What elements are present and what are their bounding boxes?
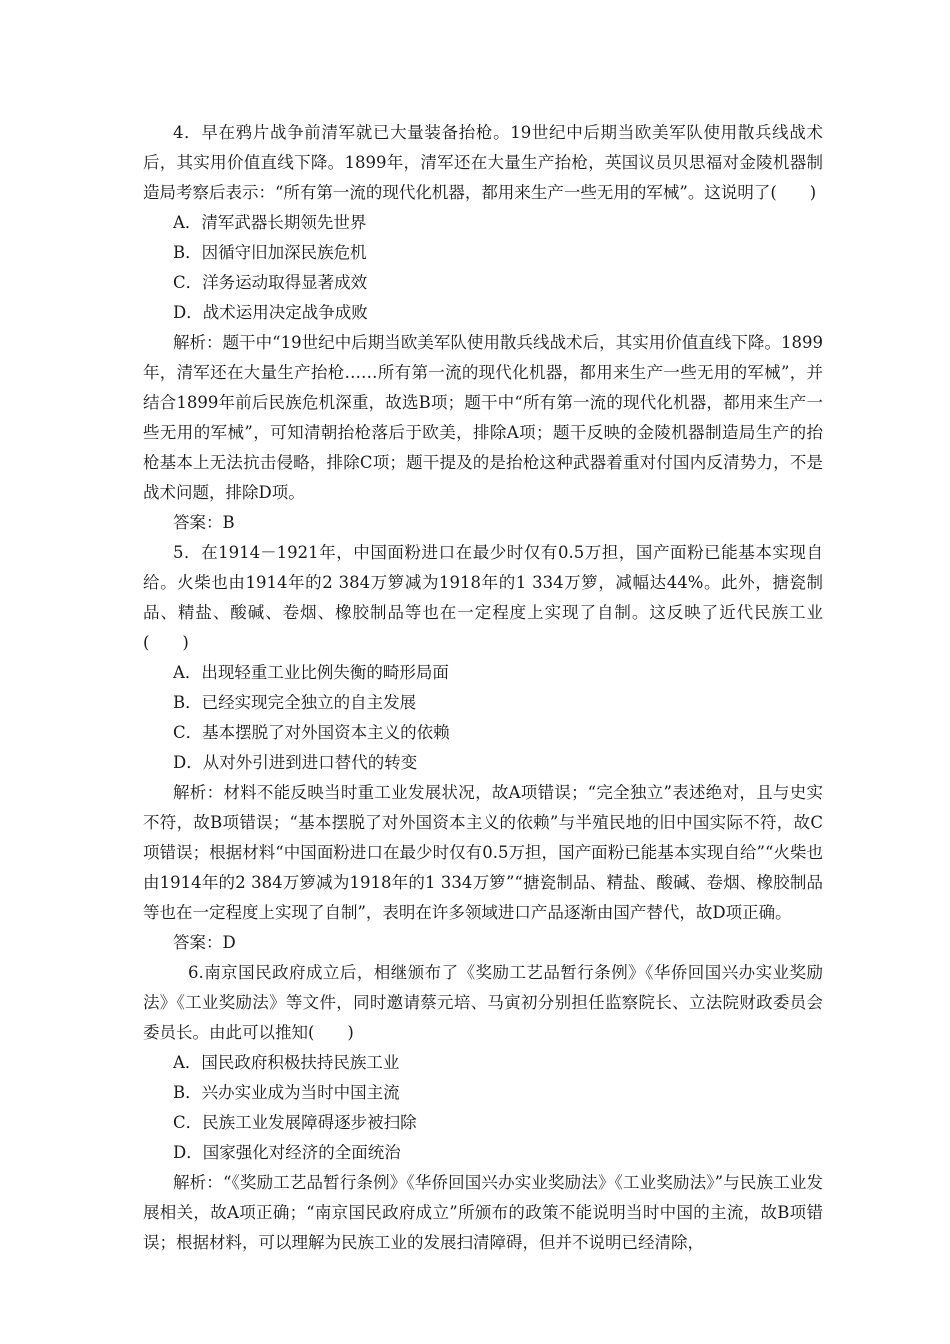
question-stem: 5．在1914－1921年，中国面粉进口在最少时仅有0.5万担，国产面粉已能基本实现自给。火柴也由1914年的2 384万箩减为1918年的1 334万箩，减幅达44%。此外，搪瓷制品、精盐、酸碱、卷烟、橡胶制品等也在一定程度上实现了自制。这反映了近代民族工业( ) xyxy=(143,543,823,652)
question-stem: 6.南京国民政府成立后，相继颁布了《奖励工艺品暂行条例》《华侨回国兴办实业奖励法》《工业奖励法》等文件，同时邀请蔡元培、马寅初分别担任监察院长、立法院财政委员会委员长。由此可以推知( ) xyxy=(143,963,823,1042)
analysis-text: 解析：“《奖励工艺品暂行条例》《华侨回国兴办实业奖励法》《工业奖励法》”与民族工业发展相关，故A项正确；“南京国民政府成立”所颁布的政策不能说明当时中国的主流，故B项错误；根据材料，可以理解为民族工业的发展扫清障碍，但并不说明已经清除， xyxy=(143,1173,823,1252)
option-a: A．出现轻重工业比例失衡的畸形局面 xyxy=(173,663,449,682)
option-d: D．国家强化对经济的全面统治 xyxy=(173,1143,401,1162)
question-4 xyxy=(143,118,823,538)
option-b: B．已经实现完全独立的自主发展 xyxy=(173,693,417,712)
analysis-text: 解析：题干中“19世纪中后期当欧美军队使用散兵线战术后，其实用价值直线下降。1899年，清军还在大量生产抬枪……所有第一流的现代化机器，都用来生产一些无用的军械”，并结合1899年前后民族危机深重，故选B项；题干中“所有第一流的现代化机器，都用来生产一些无用的军械”，可知清朝抬枪落后于欧美，排除A项；题干反映的金陵机器制造局生产的抬枪基本上无法抗击侵略，排除C项；题干提及的是抬枪这种武器着重对付国内反清势力，不是战术问题，排除D项。 xyxy=(143,333,823,502)
question-stem: 4．早在鸦片战争前清军就已大量装备抬枪。19世纪中后期当欧美军队使用散兵线战术后，其实用价值直线下降。1899年，清军还在大量生产抬枪，英国议员贝思福对金陵机器制造局考察后表示：“所有第一流的现代化机器，都用来生产一些无用的军械”。这说明了( ) xyxy=(143,123,823,202)
option-c: C．洋务运动取得显著成效 xyxy=(173,273,368,292)
option-d: D．战术运用决定战争成败 xyxy=(173,303,368,322)
question-6 xyxy=(143,958,823,1258)
answer-text: 答案：B xyxy=(173,513,235,532)
document-page xyxy=(143,118,823,1258)
option-c: C．民族工业发展障碍逐步被扫除 xyxy=(173,1113,417,1132)
option-d: D．从对外引进到进口替代的转变 xyxy=(173,753,418,772)
question-5 xyxy=(143,538,823,958)
analysis-text: 解析：材料不能反映当时重工业发展状况，故A项错误；“完全独立”表述绝对，且与史实不符，故B项错误；“基本摆脱了对外国资本主义的依赖”与半殖民地的旧中国实际不符，故C项错误；根据材料“中国面粉进口在最少时仅有0.5万担，国产面粉已能基本实现自给”“火柴也由1914年的2 384万箩减为1918年的1 334万箩”“搪瓷制品、精盐、酸碱、卷烟、橡胶制品等也在一定程度上实现了自制”，表明在许多领域进口产品逐渐由国产替代，故D项正确。 xyxy=(143,783,823,922)
option-c: C．基本摆脱了对外国资本主义的依赖 xyxy=(173,723,450,742)
option-a: A．国民政府积极扶持民族工业 xyxy=(173,1053,400,1072)
answer-text: 答案：D xyxy=(173,933,236,952)
option-b: B．因循守旧加深民族危机 xyxy=(173,243,367,262)
option-a: A．清军武器长期领先世界 xyxy=(173,213,367,232)
option-b: B．兴办实业成为当时中国主流 xyxy=(173,1083,400,1102)
